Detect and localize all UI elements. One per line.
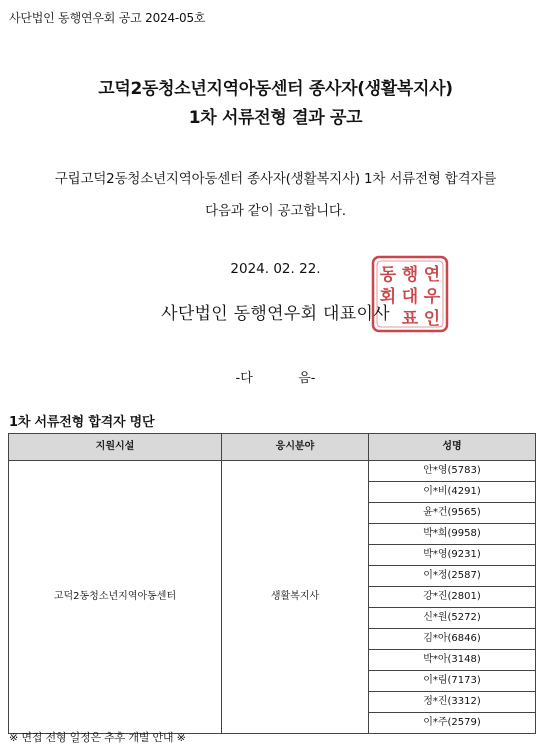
body-line-1: 구립고덕2동청소년지역아동센터 종사자(생활복지사) 1차 서류전형 합격자를 (54, 171, 497, 187)
seal-character: 동 (379, 265, 397, 285)
facility-cell: 고덕2동청소년지역아동센터 (9, 461, 222, 734)
footnote: ※ 면접 전형 일정은 추후 개별 안내 ※ (9, 731, 186, 744)
seal-character: 회 (379, 287, 397, 307)
applicant-name-cell: 이*림(7173) (369, 671, 536, 692)
applicant-name-cell: 강*진(2801) (369, 587, 536, 608)
header-name: 성명 (369, 434, 536, 461)
field-cell: 생활복지사 (222, 461, 369, 734)
table-row (9, 461, 536, 482)
header-facility: 지원시설 (9, 434, 222, 461)
organization-name: 사단법인 동행연우회 대표이사 (161, 304, 390, 324)
applicant-name-cell: 윤*건(9565) (369, 503, 536, 524)
header-field: 응시분야 (222, 434, 369, 461)
seal-character: 인 (423, 309, 441, 329)
applicant-name-cell: 정*진(3312) (369, 692, 536, 713)
applicant-table (8, 433, 536, 734)
applicant-name-cell: 김*아(6846) (369, 629, 536, 650)
list-title: 1차 서류전형 합격자 명단 (9, 415, 155, 430)
applicant-name-cell: 박*영(9231) (369, 545, 536, 566)
seal-character: 대 (401, 287, 419, 307)
applicant-name-cell: 이*비(4291) (369, 482, 536, 503)
table-header-row (9, 434, 536, 461)
applicant-name-cell: 신*원(5272) (369, 608, 536, 629)
seal-character: 우 (423, 287, 441, 307)
seal-character: 행 (401, 265, 419, 285)
applicant-name-cell: 박*희(9958) (369, 524, 536, 545)
applicant-name-cell: 이*정(2587) (369, 566, 536, 587)
body-line-2: 다음과 같이 공고합니다. (205, 203, 346, 219)
seal-character: 연 (423, 265, 441, 285)
announcement-date: 2024. 02. 22. (230, 261, 321, 277)
notice-number: 사단법인 동행연우회 공고 2024-05호 (9, 11, 206, 25)
applicant-name-cell: 이*주(2579) (369, 713, 536, 734)
title-line-1: 고덕2동청소년지역아동센터 종사자(생활복지사) (98, 79, 453, 99)
applicant-name-cell: 안*영(5783) (369, 461, 536, 482)
title-line-2: 1차 서류전형 결과 공고 (188, 108, 363, 128)
seal-character: 표 (401, 309, 419, 329)
da-eum-label: -다 음- (235, 371, 316, 386)
applicant-name-cell: 박*아(3148) (369, 650, 536, 671)
